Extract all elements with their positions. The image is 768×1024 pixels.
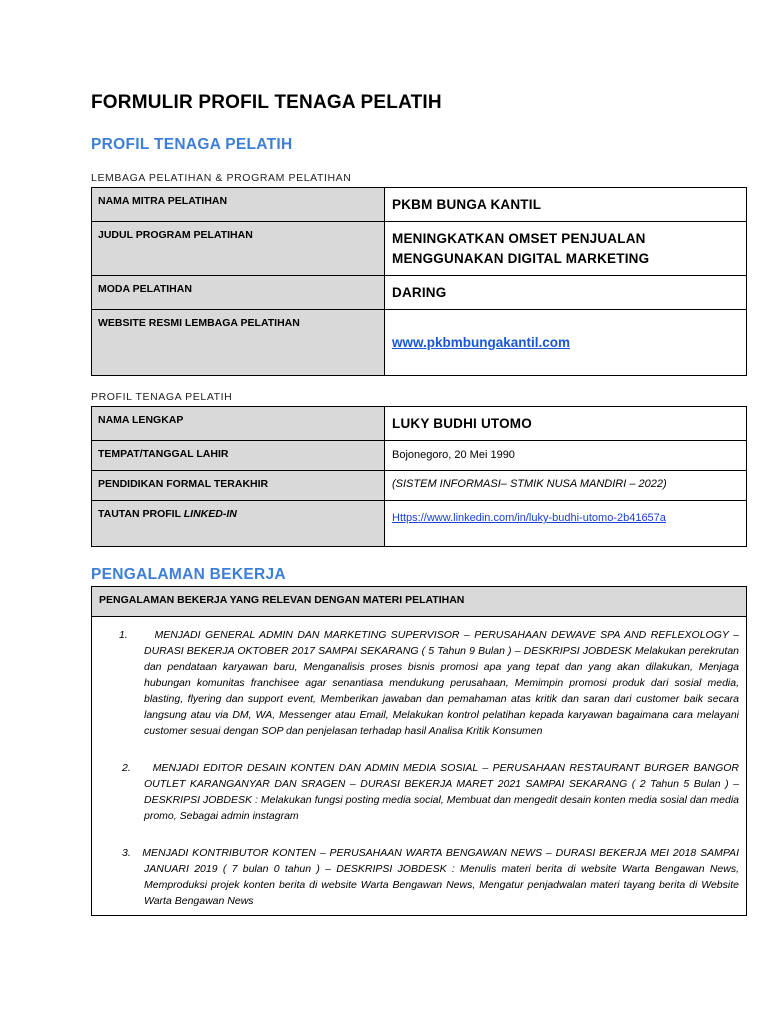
field-value bbox=[385, 222, 747, 276]
linkedin-link[interactable]: Https://www.linkedin.com/in/luky-budhi-utomo-2b41657a bbox=[392, 512, 666, 524]
pelatih-table bbox=[91, 406, 747, 547]
table-row bbox=[92, 501, 747, 547]
field-label: PENDIDIKAN FORMAL TERAKHIR bbox=[92, 471, 385, 501]
table-row bbox=[92, 310, 747, 376]
ttl-value: Bojonegoro, 20 Mei 1990 bbox=[392, 449, 515, 461]
nama-value: LUKY BUDHI UTOMO bbox=[392, 416, 532, 431]
table-row bbox=[92, 407, 747, 441]
field-value bbox=[385, 188, 747, 222]
field-value bbox=[385, 501, 747, 547]
list-item bbox=[122, 845, 739, 909]
field-value bbox=[385, 276, 747, 310]
table-row bbox=[92, 471, 747, 501]
item-text: MENJADI GENERAL ADMIN DAN MARKETING SUPERVISOR – PERUSAHAAN DEWAVE SPA AND REFLEXOLOGY – DURASI BEKERJA OKTOBER 2017 SAMPAI SEKARANG ( 5 Tahun 9 Bulan ) – DESKRIPSI JOBDESK Melakukan perekrutan dan pendataan karyawan baru, Menganalisis proses bisnis promosi apa yang tepat dan yang akan dilakukan, Menjaga hubungan komunitas franchisee agar senantiasa mendukung perusahaan, Memimpin promosi produk dari sosial media, blasting, flyering dan support event, Memberikan jawaban dan pemahaman atas kritik dan saran dari customer baik secara langsung atau via DM, WA, Messenger atau Email, Melakukan kontrol pelatihan kepada karyawan bagaimana cara melayani customer sesuai dengan SOP dan penjelasan terhadap hasil Analisa Kritik Konsumen bbox=[144, 629, 739, 737]
mitra-value: PKBM BUNGA KANTIL bbox=[392, 197, 542, 212]
list-item bbox=[122, 760, 739, 824]
judul-value: MENINGKATKAN OMSET PENJUALAN MENGGUNAKAN DIGITAL MARKETING bbox=[392, 231, 650, 266]
lembaga-caption: LEMBAGA PELATIHAN & PROGRAM PELATIHAN bbox=[91, 172, 352, 184]
item-text: MENJADI EDITOR DESAIN KONTEN DAN ADMIN MEDIA SOSIAL – PERUSAHAAN RESTAURANT BURGER BANGOR OUTLET KARANGANYAR DAN SRAGEN – DURASI BEKERJA MARET 2021 SAMPAI SEKARANG ( 2 Tahun 5 Bulan ) – DESKRIPSI JOBDESK : Melakukan fungsi posting media social, Membuat dan mengedit desain konten media sosial dan media promo, Sebagai admin instagram bbox=[144, 762, 739, 822]
field-label bbox=[92, 501, 385, 547]
item-number: 2. bbox=[122, 762, 131, 774]
moda-value: DARING bbox=[392, 285, 447, 300]
table-row bbox=[92, 276, 747, 310]
item-text: MENJADI KONTRIBUTOR KONTEN – PERUSAHAAN WARTA BENGAWAN NEWS – DURASI BEKERJA MEI 2018 SAMPAI JANUARI 2019 ( 7 bulan 0 tahun ) – DESKRIPSI JOBDESK : Menulis materi berita di website Warta Bengawan News, Memproduksi projek konten berita di website Warta Bengawan News, Mengatur penjadwalan materi tayang berita di Website Warta Bengawan News bbox=[142, 847, 739, 907]
field-label: JUDUL PROGRAM PELATIHAN bbox=[92, 222, 385, 276]
linkedin-label-em: LINKED-IN bbox=[183, 508, 237, 520]
pelatih-caption: PROFIL TENAGA PELATIH bbox=[91, 391, 233, 403]
table-row bbox=[92, 441, 747, 471]
website-link[interactable]: www.pkbmbungakantil.com bbox=[392, 334, 571, 350]
field-label: NAMA MITRA PELATIHAN bbox=[92, 188, 385, 222]
list-item bbox=[119, 627, 739, 739]
item-number: 1. bbox=[119, 629, 128, 641]
field-value bbox=[385, 407, 747, 441]
field-label: MODA PELATIHAN bbox=[92, 276, 385, 310]
table-row bbox=[92, 188, 747, 222]
item-number: 3. bbox=[122, 847, 131, 859]
section-heading-pengalaman: PENGALAMAN BEKERJA bbox=[91, 566, 286, 583]
field-label: TEMPAT/TANGGAL LAHIR bbox=[92, 441, 385, 471]
field-value bbox=[385, 441, 747, 471]
field-value bbox=[385, 310, 747, 376]
section-heading-profil: PROFIL TENAGA PELATIH bbox=[91, 136, 293, 153]
field-label: WEBSITE RESMI LEMBAGA PELATIHAN bbox=[92, 310, 385, 376]
table-row bbox=[92, 222, 747, 276]
field-label: NAMA LENGKAP bbox=[92, 407, 385, 441]
pendidikan-value: (SISTEM INFORMASI– STMIK NUSA MANDIRI – 2022) bbox=[392, 478, 667, 490]
field-value bbox=[385, 471, 747, 501]
lembaga-table bbox=[91, 187, 747, 376]
pengalaman-header: PENGALAMAN BEKERJA YANG RELEVAN DENGAN MATERI PELATIHAN bbox=[92, 587, 746, 617]
document-title: FORMULIR PROFIL TENAGA PELATIH bbox=[91, 92, 442, 113]
linkedin-label-prefix: TAUTAN PROFIL bbox=[98, 508, 184, 520]
pengalaman-box bbox=[91, 586, 747, 916]
